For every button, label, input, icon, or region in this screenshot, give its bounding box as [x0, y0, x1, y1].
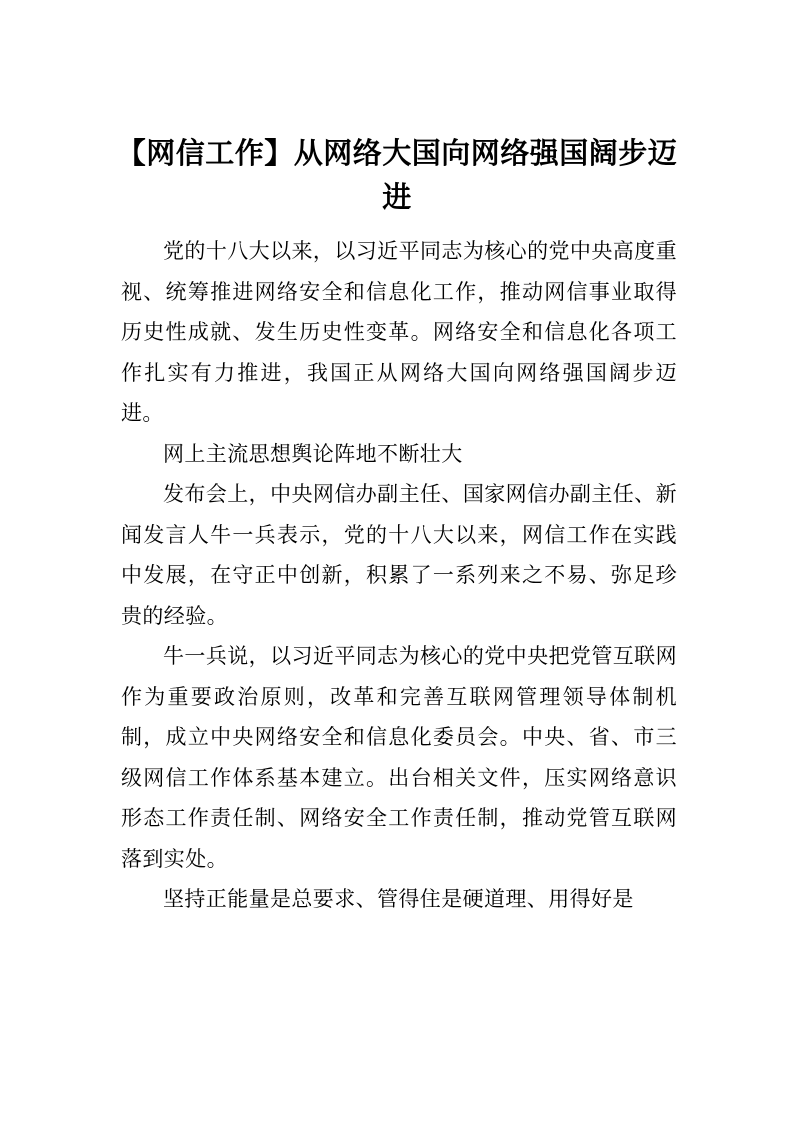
- document-title: 【网信工作】从网络大国向网络强国阔步迈进: [116, 136, 678, 214]
- document-body: [121, 231, 677, 920]
- body-paragraph-3: 牛一兵说，以习近平同志为核心的党中央把党管互联网作为重要政治原则，改革和完善互联网管理领导体制机制，成立中央网络安全和信息化委员会。中央、省、市三级网信工作体系基本建立。出台相关文件，压实网络意识形态工作责任制、网络安全工作责任制，推动党管互联网落到实处。: [121, 644, 677, 871]
- body-paragraph-2: 发布会上，中央网信办副主任、国家网信办副主任、新闻发言人牛一兵表示，党的十八大以来，网信工作在实践中发展，在守正中创新，积累了一系列来之不易、弥足珍贵的经验。: [121, 482, 677, 628]
- body-paragraph-1: 党的十八大以来，以习近平同志为核心的党中央高度重视、统筹推进网络安全和信息化工作，推动网信事业取得历史性成就、发生历史性变革。网络安全和信息化各项工作扎实有力推进，我国正从网络大国向网络强国阔步迈进。: [121, 239, 677, 425]
- section-heading: 网上主流思想舆论阵地不断壮大: [163, 441, 463, 466]
- body-paragraph-4: 坚持正能量是总要求、管得住是硬道理、用得好是: [163, 887, 634, 911]
